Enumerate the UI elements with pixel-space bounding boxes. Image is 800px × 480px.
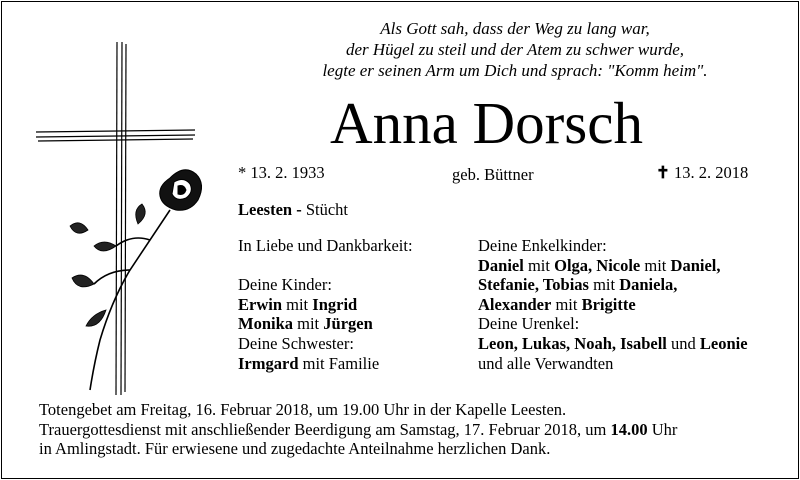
mourner-name: Brigitte: [581, 294, 636, 314]
poem-line: der Hügel zu steil und der Atem zu schwer wurde,: [345, 40, 685, 59]
dedication: In Liebe und Dankbarkeit:: [238, 236, 413, 255]
mourner-name: Monika: [238, 314, 294, 334]
relatives: und alle Verwandten: [478, 353, 614, 373]
poem-line: Als Gott sah, dass der Weg zu lang war,: [380, 19, 650, 38]
connector: mit: [588, 275, 620, 295]
mourner-name: Daniel,: [670, 255, 721, 275]
list-item: [478, 256, 748, 276]
mourners-left-column: [238, 236, 413, 373]
death-date-value: 13. 2. 2018: [673, 163, 749, 182]
cross-rose-icon: [30, 40, 230, 400]
footer-text: Uhr: [647, 419, 678, 439]
birth-date: * 13. 2. 1933: [238, 163, 325, 182]
mourner-name: Erwin: [238, 294, 283, 314]
connector: mit: [282, 294, 313, 314]
footer-line: Totengebet am Freitag, 16. Februar 2018, um 19.00 Uhr in der Kapelle Leesten.: [39, 400, 567, 419]
cross-icon: ✝: [656, 163, 670, 182]
list-item: [478, 334, 748, 354]
list-item: [478, 295, 748, 315]
footer-line: [39, 420, 677, 440]
mourner-name: Ingrid: [312, 294, 358, 314]
siblings-label: Deine Schwester:: [238, 333, 354, 353]
poem: [280, 18, 750, 81]
service-details: [39, 400, 677, 459]
footer-line: in Amlingstadt. Für erwiesene und zugedachte Anteilnahme herzlichen Dank.: [39, 439, 551, 458]
maiden-name: geb. Büttner: [452, 165, 534, 184]
connector: mit: [640, 255, 671, 275]
mourners-right-column: [478, 236, 748, 373]
connector: mit: [523, 255, 555, 275]
connector: mit Familie: [298, 353, 380, 373]
service-time: 14.00: [610, 419, 648, 439]
connector: und: [666, 333, 700, 353]
residence-town: Leesten -: [238, 200, 302, 219]
mourner-name: Leonie: [699, 333, 748, 353]
mourner-name: Jürgen: [323, 314, 373, 334]
grandchildren-label: Deine Enkelkinder:: [478, 236, 607, 255]
residence: [238, 200, 348, 220]
great-grandchildren-label: Deine Urenkel:: [478, 314, 580, 334]
list-item: [478, 275, 748, 295]
connector: mit: [293, 314, 324, 334]
mourner-name: Stefanie, Tobias: [478, 275, 589, 295]
connector: mit: [551, 294, 582, 314]
poem-line: legte er seinen Arm um Dich und sprach: "Komm heim".: [322, 61, 708, 80]
mourner-name: Alexander: [478, 294, 552, 314]
mourner-name: Leon, Lukas, Noah, Isabell: [478, 333, 667, 353]
residence-district: Stücht: [301, 200, 348, 219]
list-item: [238, 354, 413, 374]
mourner-name: Daniela,: [619, 275, 678, 295]
mourner-name: Daniel: [478, 255, 524, 275]
deceased-name: Anna Dorsch: [330, 90, 643, 156]
death-date: [656, 163, 748, 183]
children-label: Deine Kinder:: [238, 275, 332, 295]
list-item: [238, 314, 413, 334]
mourner-name: Irmgard: [238, 353, 299, 373]
mourner-name: Olga, Nicole: [554, 255, 641, 275]
footer-text: Trauergottesdienst mit anschließender Beerdigung am Samstag, 17. Februar 2018, um: [39, 419, 611, 439]
list-item: [238, 295, 413, 315]
